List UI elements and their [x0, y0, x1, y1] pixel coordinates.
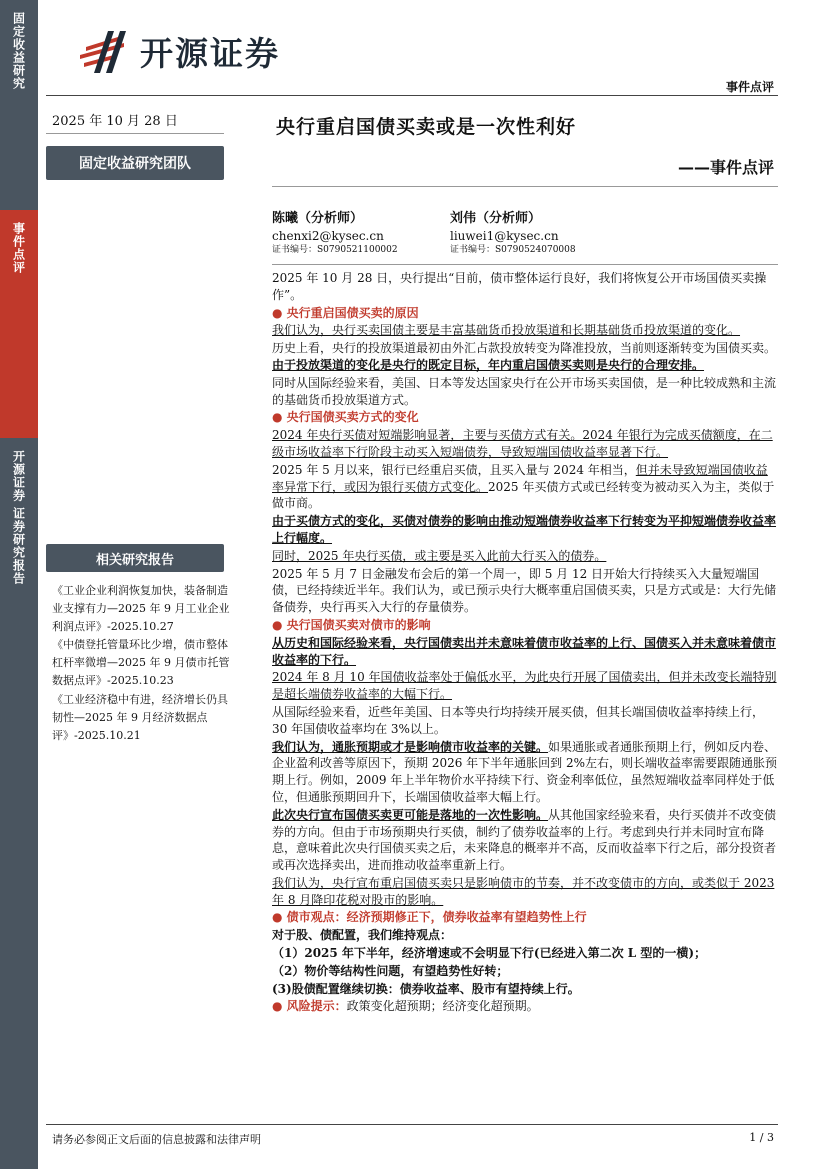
- analyst-cert: 证书编号：S0790524070008: [450, 244, 576, 255]
- intro-paragraph: 2025 年 10 月 28 日，央行提出“目前，债市整体运行良好，我们将恢复公开市场国债买卖操作”。: [272, 271, 767, 302]
- sidebar-type-block: [0, 210, 38, 438]
- page-number: 1 / 3: [749, 1131, 774, 1144]
- footer-divider: [46, 1124, 778, 1125]
- key-point: 从历史和国际经验来看，央行国债卖出并未意味着债市收益率的上行、国债买入并未意味着债市收益率的下行。: [272, 635, 777, 667]
- body-paragraph: 同时从国际经验来看，美国、日本等发达国家央行在公开市场买卖国债，是一种比较成熟和主流的基础货币投放渠道方式。: [272, 375, 777, 407]
- sidebar-type-label: 事件点评: [11, 222, 26, 274]
- list-item: (3)股债配置继续切换：债券收益率、股市有望持续上行。: [272, 981, 580, 996]
- analyst-email[interactable]: liuwei1@kysec.cn: [450, 228, 559, 243]
- section-heading: [272, 909, 778, 926]
- body-paragraph: 对于股、债配置，我们维持观点：: [272, 928, 453, 943]
- related-report-link[interactable]: 《中债登托管量环比少增，债市整体杠杆率微增—2025 年 9 月债市托管数据点评》-2025.10.23: [52, 638, 230, 688]
- related-report-link[interactable]: 《工业经济稳中有进，经济增长仍具韧性—2025 年 9 月经济数据点评》-2025.10.21: [52, 692, 228, 742]
- key-point: 由于投放渠道的变化是央行的既定目标，年内重启国债买卖则是央行的合理安排。: [272, 357, 705, 372]
- section-title: 债市观点：经济预期修正下，债券收益率有望趋势性上行: [286, 910, 587, 925]
- related-reports-header: 相关研究报告: [46, 544, 224, 572]
- body-paragraph: 我们认为，央行买卖国债主要是丰富基础货币投放渠道和长期基础货币投放渠道的变化。: [272, 323, 741, 338]
- key-point: 此次央行宣布国债买卖更可能是落地的一次性影响。: [272, 807, 549, 822]
- body-text: 2025 年买债方式或已经转变为被动买入为主，类似于做市商。: [272, 479, 775, 511]
- risk-paragraph: [272, 998, 778, 1015]
- list-item: （1）2025 年下半年，经济增速或不会明显下行(已经进入第二次 L 型的一横)；: [272, 946, 707, 961]
- sidebar-category-block: [0, 0, 38, 210]
- body-paragraph: 2024 年 8 月 10 年国债收益率处于偏低水平，为此央行开展了国债卖出，但并未改变长端特别是超长端债券收益率的大幅下行。: [272, 670, 777, 702]
- logo-text: 开源证券: [140, 33, 280, 73]
- body-text: 2025 年 5 月以来，银行已经重启买债，且买入量与 2024 年相当，: [272, 462, 636, 477]
- list-item: （2）物价等结构性问题，有望趋势性好转；: [272, 963, 509, 978]
- page-subtitle: ——事件点评: [677, 158, 774, 177]
- key-point: 我们认为，通胀预期或才是影响债市收益率的关键。: [272, 739, 549, 754]
- logo: [78, 27, 280, 75]
- report-date: 2025 年 10 月 28 日: [52, 114, 178, 129]
- key-point: 由于买债方式的变化，买债对债券的影响由推动短端债券收益率下行转变为平抑短端债券收益率上行幅度。: [272, 514, 777, 545]
- body-paragraph: 2025 年 5 月 7 日金融发布会后的第一个周一，即 5 月 12 日开始大行持续买入大量短端国债，已经持续近半年。我们认为，或已预示央行大概率重启国债买卖，只是方式或是：大行先储备债券，央行再买入大行的存量债券。: [272, 566, 777, 615]
- section-heading: [272, 617, 778, 634]
- section-title: 央行重启国债买卖的原因: [286, 305, 419, 320]
- body-text: 但并未导致短端国债收益率异常下行，或因为银行买债方式变化。: [272, 462, 768, 494]
- date-divider: [46, 133, 224, 134]
- body-paragraph: 2024 年央行买债对短端影响显著，主要与买债方式有关。2024 年银行为完成买债额度，在二级市场收益率下行阶段主动买入短端债券，导致短端国债收益率显著下行。: [272, 428, 773, 459]
- analyst-card: [272, 210, 398, 256]
- related-reports-list: [52, 582, 230, 745]
- section-title: 央行国债买卖方式的变化: [286, 410, 419, 425]
- risk-label: 风险提示：: [286, 999, 347, 1014]
- footer-disclaimer: 请务必参阅正文后面的信息披露和法律声明: [52, 1133, 261, 1146]
- team-badge: 固定收益研究团队: [46, 146, 224, 180]
- bullet-icon: ●: [272, 910, 287, 925]
- body-text: 从其他国家经验来看，央行买债并不改变债券的方向。但由于市场预期央行买债，制约了债券收益率的上行。考虑到央行并未同时宣布降息，意味着此次央行国债买卖之后，未来降息的概率并不高，反而收益率下行之后，部分投资者或再次选择卖出，进而推动收益率重新上行。: [272, 807, 777, 873]
- bullet-icon: ●: [272, 617, 287, 632]
- risk-text: 政策变化超预期；经济变化超预期。: [346, 999, 539, 1014]
- body-paragraph: [272, 807, 778, 874]
- page-title: 央行重启国债买卖或是一次性利好: [276, 116, 577, 138]
- analyst-cert: 证书编号：S0790521100002: [272, 244, 398, 255]
- header-tag: 事件点评: [725, 80, 774, 94]
- analyst-name: 刘伟（分析师）: [450, 211, 542, 226]
- body-text: 如果通胀或者通胀预期上行，例如反内卷、企业盈利改善等原因下，预期 2026 年下半年通胀回到 2%左右，则长端收益率需要跟随通胀预期上行。例如，2009 年上半年物价水平持续下行、资金利率低位，虽然短端收益率同样处于低位，但通胀预期回升下，长端国债收益率大幅上行。: [272, 739, 778, 804]
- body-paragraph: [272, 739, 778, 806]
- section-title: 央行国债买卖对债市的影响: [286, 617, 431, 632]
- section-heading: [272, 305, 778, 322]
- risk-label-wrap: [272, 999, 347, 1013]
- bullet-icon: ●: [272, 410, 287, 425]
- report-body: [272, 270, 778, 1016]
- related-report-link[interactable]: 《工业企业利润恢复加快，装备制造业支撑有力—2025 年 9 月工业企业利润点评》-2025.10.27: [52, 584, 230, 633]
- sidebar-brand-block: [0, 438, 38, 1169]
- bullet-icon: ●: [272, 999, 287, 1014]
- kysec-logo-icon: [78, 27, 134, 75]
- section-heading: [272, 409, 778, 426]
- sidebar: [0, 0, 38, 1169]
- sidebar-brand-label: 开源证券 证券研究报告: [11, 450, 26, 586]
- analyst-card: [450, 210, 576, 256]
- body-paragraph: [272, 340, 778, 374]
- bullet-icon: ●: [272, 305, 287, 320]
- title-divider: [272, 186, 778, 187]
- body-paragraph: 同时，2025 年央行买债，或主要是买入此前大行买入的债券。: [272, 548, 607, 563]
- header-divider: [46, 95, 778, 96]
- body-text: 历史上看，央行的投放渠道最初由外汇占款投放转变为降准投放，当前则逐渐转变为国债买卖。: [272, 341, 777, 356]
- body-paragraph: 我们认为，央行宣布重启国债买卖只是影响债市的节奏，并不改变债市的方向，或类似于 2023 年 8 月降印花税对股市的影响。: [272, 875, 775, 907]
- body-paragraph: 从国际经验来看，近些年美国、日本等央行均持续开展买债，但其长端国债收益率持续上行，30 年国债收益率均在 3%以上。: [272, 704, 765, 736]
- body-paragraph: [272, 462, 778, 512]
- analyst-divider: [272, 264, 778, 265]
- sidebar-category-label: 固定收益研究: [11, 12, 26, 90]
- analyst-email[interactable]: chenxi2@kysec.cn: [272, 228, 384, 243]
- analyst-name: 陈曦（分析师）: [272, 211, 364, 226]
